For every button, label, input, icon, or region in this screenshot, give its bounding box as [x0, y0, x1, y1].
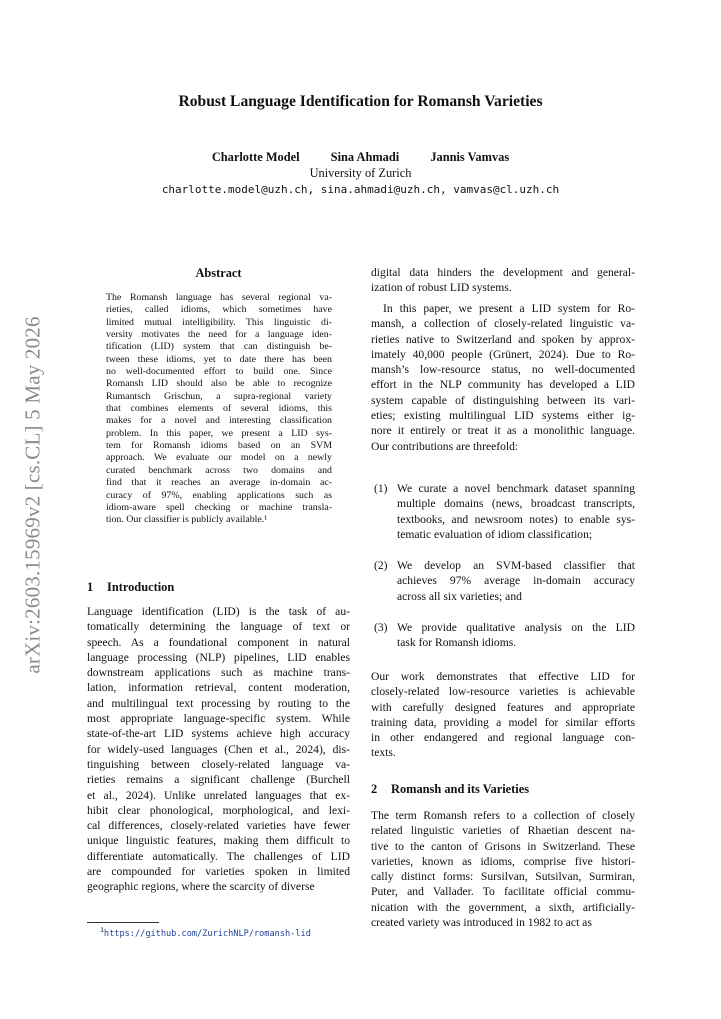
author-name: Jannis Vamvas [430, 150, 510, 164]
section-title: Romansh and its Varieties [391, 782, 530, 796]
footnote-rule [87, 922, 159, 923]
text-line: limited mutual intelligibility. This linguistic di- [106, 316, 332, 328]
text-line: that combines elements of several idioms, this [106, 403, 332, 415]
text-line: curacy of 97%, enabling applications such as [106, 489, 332, 501]
text-line: The term Romansh refers to a collection of closely [371, 809, 635, 822]
text-line: closely-related low-resource varieties is achievable [371, 685, 635, 699]
text-line: in other endangered and regional language con- [371, 731, 635, 745]
section-number: 1 [87, 580, 94, 594]
affiliation: University of Zurich [309, 166, 412, 180]
text-line: task for Romansh idioms. [397, 636, 517, 650]
section-title: Introduction [107, 580, 175, 594]
abstract-heading: Abstract [195, 266, 242, 280]
text-line: approach. We evaluate our model on a newly [106, 452, 332, 464]
paragraph-continuation [371, 265, 635, 296]
text-line: tinguishing between closely-related language va- [87, 757, 350, 771]
text-line: no well-documented effort to build one. Since [106, 366, 332, 378]
section-heading-introduction [87, 580, 350, 595]
text-line: digital data hinders the development and general- [371, 266, 635, 279]
footnote [100, 926, 311, 939]
text-line: We develop an SVM-based classifier that [397, 559, 635, 572]
text-line: downstream applications such as machine trans- [87, 666, 350, 680]
text-line: related linguistic varieties of Rhaetian descent na- [371, 824, 635, 838]
text-line: We curate a novel benchmark dataset spanning [397, 482, 635, 495]
author-name: Sina Ahmadi [330, 150, 400, 164]
contribution-number: (2) [374, 559, 388, 572]
contribution-item [374, 558, 635, 604]
text-line: varieties, known as idioms, comprise five histori- [371, 854, 635, 868]
text-line: The Romansh language has several regional va- [106, 292, 332, 303]
text-line: tomatically determining the language of text or [87, 620, 350, 634]
abstract-body [106, 292, 332, 527]
paragraph-contributions-intro [371, 301, 635, 454]
romansh-body [371, 808, 635, 930]
text-line: cal differences, closely-related varieties have fewer [87, 819, 350, 833]
text-line: are compounded for varieties spoken in limited [87, 865, 350, 879]
text-line: most appropriate language-specific system. While [87, 712, 350, 726]
text-line: Romansh LID should also be able to recognize [106, 378, 332, 390]
text-line: makes for a novel and interesting classification [106, 415, 332, 427]
contribution-text [397, 481, 635, 542]
text-line: Our work demonstrates that effective LID for [371, 670, 635, 683]
text-line: idiom-aware spell checking or machine transla- [106, 501, 332, 513]
text-line: tem for Romansh idioms based on an SVM [106, 440, 332, 452]
text-line: nication with the government, a sixth, artificially- [371, 900, 635, 914]
text-line: hibit clear phonological, morphological, and lexi- [87, 803, 350, 817]
contribution-item [374, 620, 635, 651]
text-line: tion. Our classifier is publicly available.¹ [106, 514, 268, 526]
contribution-number: (3) [374, 621, 388, 634]
text-line: texts. [371, 746, 396, 760]
section-number: 2 [371, 782, 378, 796]
text-line: curated benchmark across two domains and [106, 464, 332, 476]
contribution-item [374, 481, 635, 542]
text-line: and multilingual text processing by routing to the [87, 696, 350, 710]
text-line: Language identification (LID) is the task of au- [87, 605, 350, 618]
text-line: versity motivates the need for a language iden- [106, 329, 332, 341]
text-line: training data, providing a model for similar efforts [371, 715, 635, 729]
text-line: tification (LID) system that can distinguish be- [106, 341, 332, 353]
paper-title: Robust Language Identification for Romansh Varieties [178, 93, 543, 110]
text-line: Rumantsch Grischun, a supra-regional variety [106, 390, 332, 402]
text-line: We provide qualitative analysis on the LID [397, 621, 635, 634]
text-line: find that it reaches an average in-domain ac- [106, 477, 332, 489]
text-line: eties; existing multilingual LID systems either ig- [371, 409, 635, 423]
text-line: with carefully designed features and appropriate [371, 700, 635, 714]
text-line: multiple domains (news, broadcast transcripts, [397, 497, 635, 511]
footnote-link[interactable]: https://github.com/ZurichNLP/romansh-lid [103, 928, 311, 939]
contribution-number: (1) [374, 482, 388, 495]
text-line: for widely-used languages (Chen et al., 2024), dis- [87, 742, 350, 756]
arxiv-stamp-text: arXiv:2603.15969v2 [cs.CL] 5 May 2026 [20, 316, 45, 674]
text-line: imately 40,000 people (Grünert, 2024). Due to Ro- [371, 347, 635, 361]
text-line: textbooks, and newsroom notes) to enable sys- [397, 512, 635, 526]
contribution-text [397, 620, 635, 651]
text-line: In this paper, we present a LID system for Ro- [383, 302, 635, 315]
text-line: nore it entirely or treat it as a monolithic language. [371, 424, 635, 438]
author-emails: charlotte.model@uzh.ch, sina.ahmadi@uzh.ch, vamvas@cl.uzh.ch [161, 183, 560, 196]
text-line: rieties native to Switzerland and spoken by approx- [371, 332, 635, 346]
text-line: unique linguistic features, making them difficult to [87, 834, 350, 848]
text-line: lation, information retrieval, content moderation, [87, 681, 350, 695]
text-line: tive to the canton of Grisons in Switzerland. These [371, 839, 635, 853]
text-line: effort in the NLP community has developed a LID [371, 378, 635, 392]
text-line: geographic regions, where the scarcity of diverse [87, 880, 315, 894]
text-line: problem. In this paper, we present a LID sys- [106, 427, 332, 439]
text-line: Our contributions are threefold: [371, 439, 519, 453]
text-line: tween these idioms, yet to date there has been [106, 353, 332, 365]
text-line: rieties remains a significant challenge (Burchell [87, 773, 350, 787]
text-line: across all six varieties; and [397, 589, 522, 603]
text-line: differentiate automatically. The challenges of LID [87, 849, 350, 863]
footnote-mark: 1 [100, 926, 104, 934]
section-heading-romansh [371, 782, 635, 797]
text-line: rieties, called idioms, which sometimes have [106, 304, 332, 316]
text-line: tematic evaluation of idiom classification; [397, 527, 593, 541]
author-list [0, 150, 721, 165]
paragraph-summary [371, 669, 635, 761]
text-line: ization of robust LID systems. [371, 281, 512, 295]
author-name: Charlotte Model [211, 150, 300, 164]
text-line: et al., 2024). Unlike unrelated languages that ex- [87, 788, 350, 802]
text-line: speech. As a foundational component in natural [87, 635, 350, 649]
text-line: created variety was introduced in 1982 to act as [371, 916, 592, 930]
text-line: Puter, and Vallader. To facilitate official commu- [371, 885, 635, 899]
text-line: cally distinct forms: Sursilvan, Sutsilvan, Surmiran, [371, 870, 635, 884]
introduction-body [87, 604, 350, 895]
text-line: language processing (NLP) pipelines, LID enables [87, 650, 350, 664]
text-line: mansh’s low-resource status, no well-documented [371, 363, 635, 377]
arxiv-stamp [22, 300, 44, 690]
text-line: achieves 97% average in-domain accuracy [397, 574, 635, 588]
contribution-text [397, 558, 635, 604]
text-line: system capable of distinguishing between its vari- [371, 393, 635, 407]
text-line: mansh, a collection of closely-related linguistic va- [371, 317, 635, 331]
text-line: state-of-the-art LID systems achieve high accuracy [87, 727, 350, 741]
